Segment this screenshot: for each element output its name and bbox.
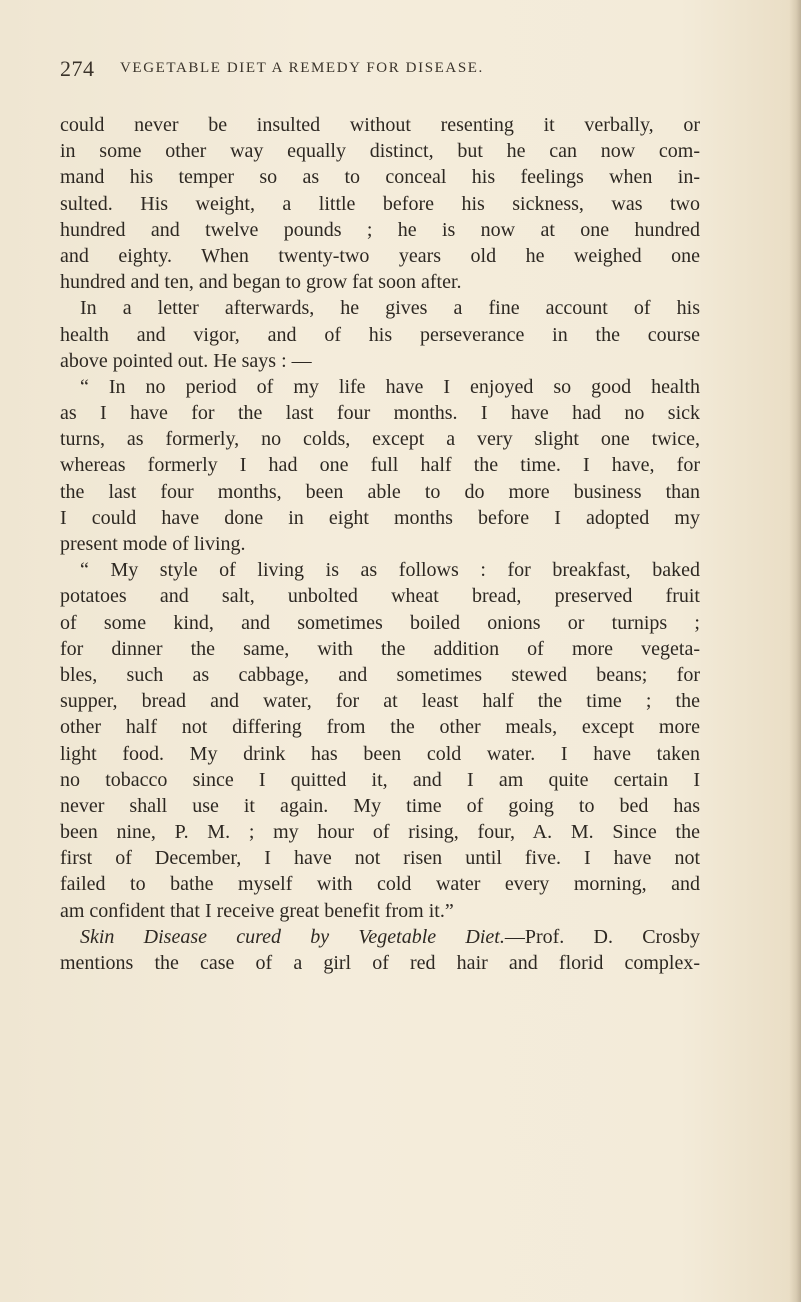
text-line: of some kind, and sometimes boiled onions or turnips ; (60, 611, 700, 634)
text-line: and eighty. When twenty-two years old he weighed one (60, 244, 700, 267)
text-line: health and vigor, and of his perseverance in the course (60, 323, 700, 346)
text-line: failed to bathe myself with cold water every morning, and (60, 873, 700, 896)
text-line: mand his temper so as to conceal his feelings when in- (60, 166, 700, 189)
text-line: the last four months, been able to do more business than (60, 480, 700, 503)
text-line: mentions the case of a girl of red hair and florid complex- (60, 952, 700, 974)
text-line: bles, such as cabbage, and sometimes stewed beans; for (60, 663, 700, 686)
text-line: above pointed out. He says : — (60, 349, 312, 372)
text-line: potatoes and salt, unbolted wheat bread, preserved fruit (60, 585, 700, 608)
text-line: in some other way equally distinct, but he can now com- (60, 140, 700, 163)
text-line: as I have for the last four months. I have had no sick (60, 402, 700, 425)
text-line: hundred and ten, and began to grow fat soon after. (60, 271, 462, 294)
page-edge-shadow (789, 0, 801, 1302)
text-line: am confident that I receive great benefit from it.” (60, 899, 454, 922)
text-line: In a letter afterwards, he gives a fine account of his (80, 297, 700, 320)
running-head: VEGETABLE DIET A REMEDY FOR DISEASE. (120, 60, 484, 76)
text-line: could never be insulted without resenting it verbally, or (60, 114, 700, 136)
page-header (60, 56, 660, 82)
text-line: hundred and twelve pounds ; he is now at one hundred (60, 218, 700, 241)
text-line: “ In no period of my life have I enjoyed so good health (80, 375, 700, 398)
text-line: been nine, P. M. ; my hour of rising, four, A. M. Since the (60, 821, 700, 844)
body-text (60, 112, 700, 976)
citation-line (60, 924, 700, 950)
page-number: 274 (60, 56, 95, 81)
text-line: “ My style of living is as follows : for breakfast, baked (80, 559, 700, 582)
text-line: supper, bread and water, for at least half the time ; the (60, 690, 700, 713)
citation-title: Skin Disease cured by Vegetable Diet. (80, 925, 505, 948)
text-line: turns, as formerly, no colds, except a very slight one twice, (60, 428, 700, 451)
text-line: light food. My drink has been cold water. I have taken (60, 742, 700, 765)
text-line: I could have done in eight months before I adopted my (60, 506, 700, 529)
text-line: sulted. His weight, a little before his sickness, was two (60, 192, 700, 215)
text-line: whereas formerly I had one full half the time. I have, for (60, 454, 700, 477)
text-line: never shall use it again. My time of going to bed has (60, 794, 700, 817)
citation-rest: —Prof. D. Crosby (504, 925, 701, 948)
text-line: other half not differing from the other meals, except more (60, 716, 700, 739)
text-line: no tobacco since I quitted it, and I am quite certain I (60, 768, 700, 791)
text-line: present mode of living. (60, 533, 246, 555)
text-line: for dinner the same, with the addition of more vegeta- (60, 637, 700, 660)
text-line: first of December, I have not risen until five. I have not (60, 847, 700, 870)
